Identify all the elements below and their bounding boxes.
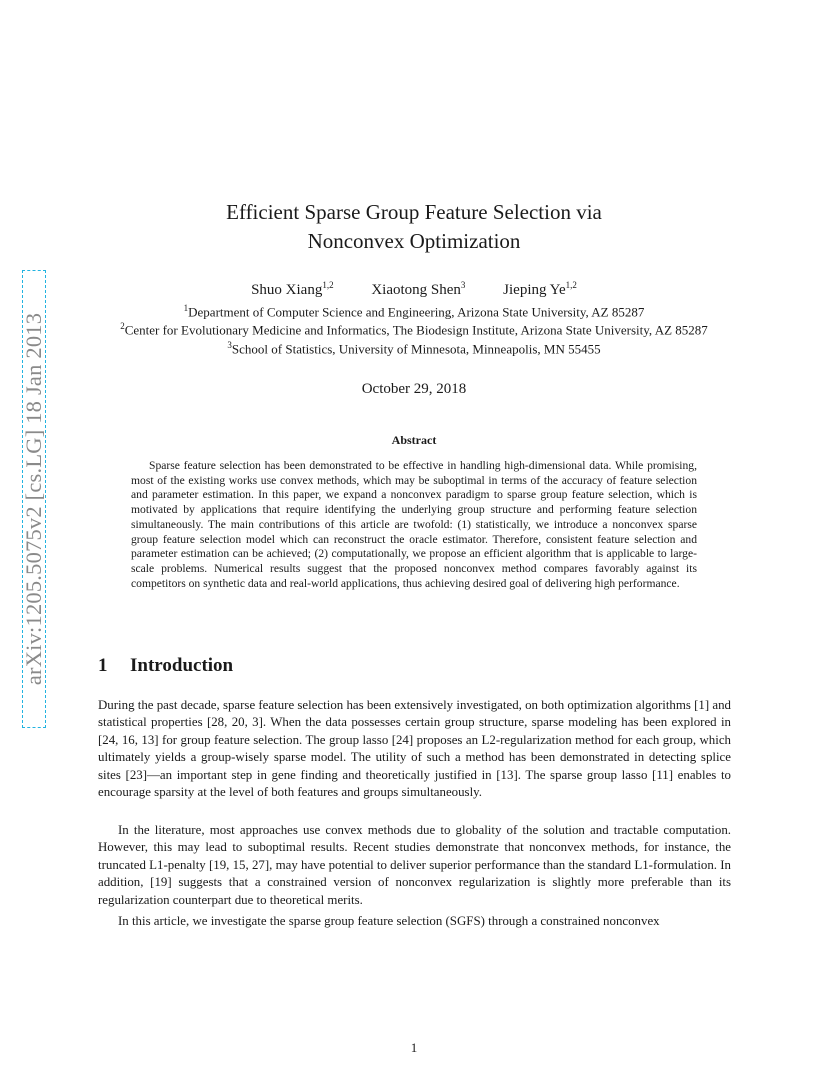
author-list — [0, 280, 828, 299]
page-number: 1 — [410, 1040, 418, 1055]
body-paragraph: In this article, we investigate the sparse group feature selection (SGFS) through a constrained nonconvex — [118, 914, 660, 928]
section-title: Introduction — [130, 655, 234, 676]
affiliation: $^2$Center for Evolutionary Medicine and Informatics, The Biodesign Institute, Arizona State University, AZ 85287 — [120, 321, 708, 338]
abstract-heading: Abstract — [391, 433, 437, 447]
author: Xiaotong Shen$^3$ — [371, 280, 466, 298]
author: Jieping Ye$^{1,2}$ — [503, 280, 577, 298]
arxiv-stamp — [22, 270, 46, 728]
title-line-1: Efficient Sparse Group Feature Selection via — [226, 200, 602, 224]
affiliation: $^1$Department of Computer Science and Engineering, Arizona State University, AZ 85287 — [183, 303, 645, 320]
paper-title — [0, 198, 828, 256]
section-number: 1 — [98, 655, 108, 676]
body-paragraph: During the past decade, sparse feature selection has been extensively investigated, on both optimization algorithms [1] and statistical properties [28, 20, 3]. When the data possesses certain group structure, sparse modeling has been explored in [24, 16, 13] for group feature selection. The group lasso [24] proposes an L2-regularization method for each group, which ultimately yields a group-wisely sparse model. The utility of such a method has been demonstrated in detecting splice sites [23]—an important step in gene finding and theoretically justified in [13]. The sparse group lasso [11] enables to encourage sparsity at the level of both features and groups simultaneously. — [98, 698, 731, 800]
arxiv-stamp-text: arXiv:1205.5075v2 [cs.LG] 18 Jan 2013 — [21, 312, 46, 686]
author: Shuo Xiang$^{1,2}$ — [251, 280, 334, 298]
affiliation: $^3$School of Statistics, University of Minnesota, Minneapolis, MN 55455 — [227, 340, 601, 357]
body-paragraph: In the literature, most approaches use convex methods due to globality of the solution and tractable computation. However, this may lead to suboptimal results. Recent studies demonstrate that nonconvex methods, for instance, the truncated L1-penalty [19, 15, 27], may have potential to deliver superior performance than the standard L1-formulation. In addition, [19] suggests that a constrained version of nonconvex regularization is slightly more preferable than its regularization counterpart due to theoretical merits. — [98, 823, 731, 907]
section-heading — [98, 655, 233, 677]
paper-date: October 29, 2018 — [361, 381, 467, 397]
title-line-2: Nonconvex Optimization — [307, 229, 521, 253]
abstract-body: Sparse feature selection has been demonstrated to be effective in handling high-dimensional data. While promising, most of the existing works use convex methods, which may be suboptimal in terms of the accuracy of feature selection and parameter estimation. In this paper, we expand a nonconvex paradigm to sparse group feature selection, which is motivated by applications that require identifying the underlying group structure and performing feature selection simultaneously. The main contributions of this article are twofold: (1) statistically, we introduce a nonconvex sparse group feature selection model which can reconstruct the oracle estimator. Therefore, consistent feature selection and parameter estimation can be achieved; (2) computationally, we propose an efficient algorithm that is applicable to large-scale problems. Numerical results suggest that the proposed nonconvex method compares favorably against its competitors on synthetic data and real-world applications, thus achieving desired goal of delivering high performance. — [131, 459, 697, 590]
